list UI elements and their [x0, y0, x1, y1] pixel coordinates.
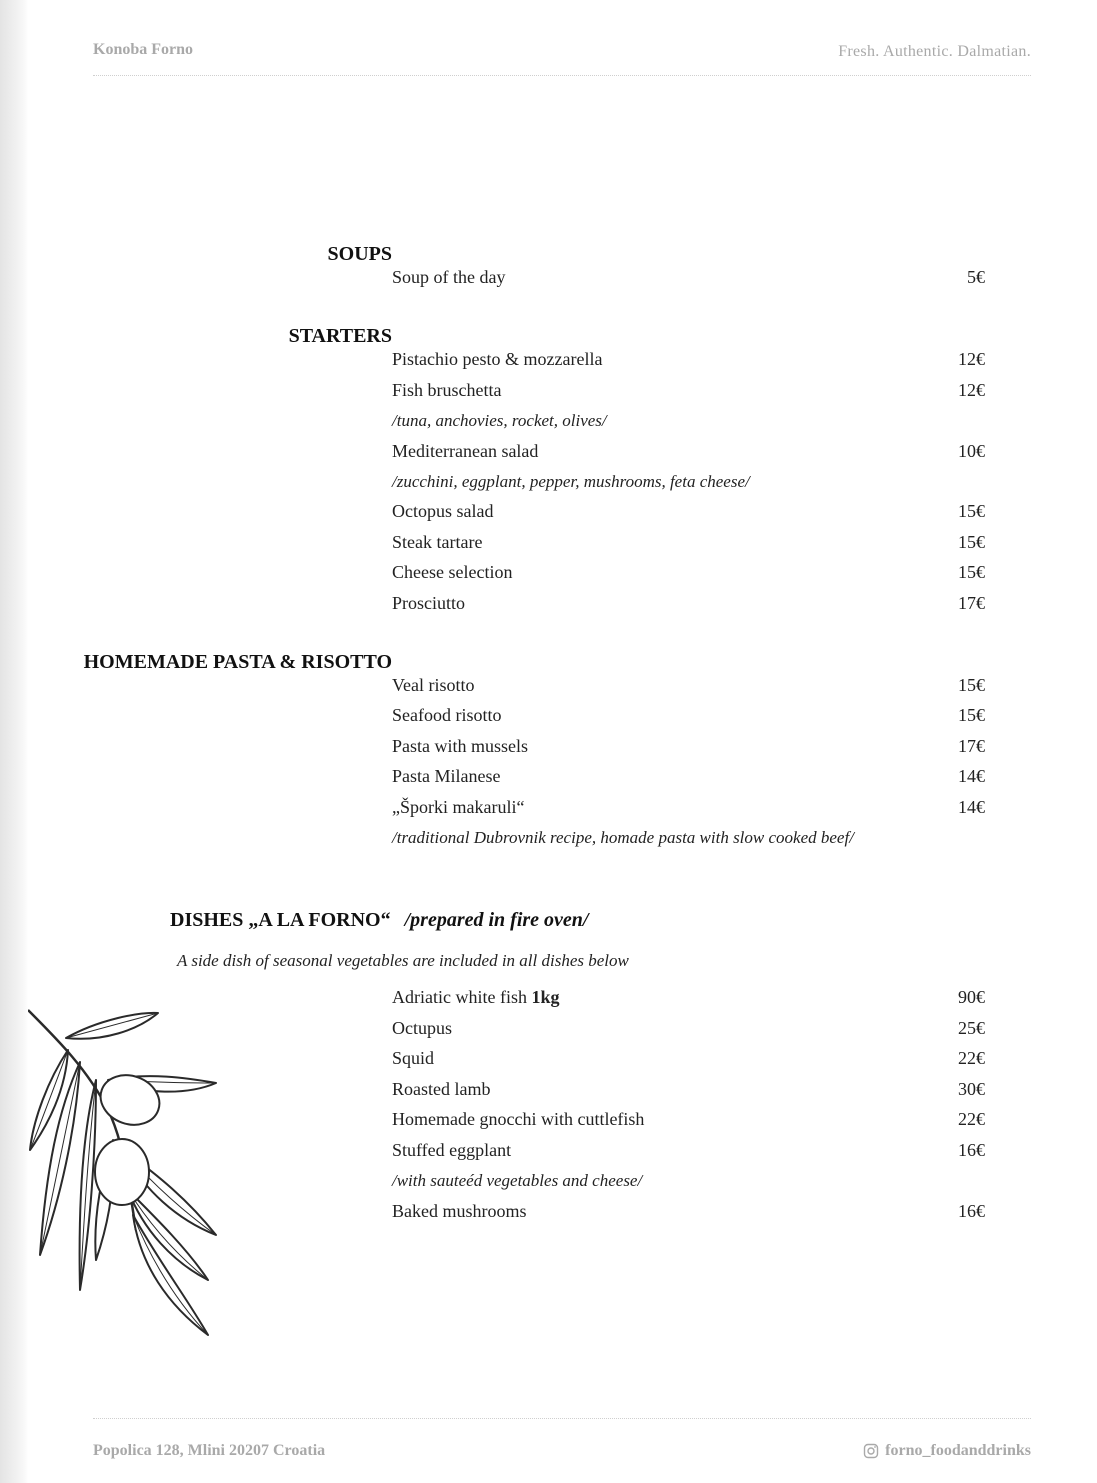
- menu-item-name: Fish bruschetta: [392, 380, 502, 400]
- menu-item-name: Cheese selection: [392, 562, 513, 582]
- menu-item-name: Homemade gnocchi with cuttlefish: [392, 1109, 645, 1129]
- menu-item-name: Seafood risotto: [392, 705, 502, 725]
- menu-item-name: Steak tartare: [392, 532, 483, 552]
- menu-item-price: 22€: [958, 1109, 985, 1129]
- menu-item-name: Veal risotto: [392, 675, 475, 695]
- menu-item-weight: 1kg: [531, 987, 560, 1007]
- menu-item-name-text: Adriatic white fish: [392, 987, 532, 1007]
- forno-subtitle: /prepared in fire oven/: [404, 909, 589, 931]
- header-tagline: Fresh. Authentic. Dalmatian.: [838, 43, 1031, 60]
- menu-item-note: /tuna, anchovies, rocket, olives/: [392, 411, 607, 430]
- menu-item-price: 15€: [958, 532, 985, 552]
- footer-address: Popolica 128, Mlini 20207 Croatia: [93, 1442, 326, 1459]
- menu-item-price: 5€: [967, 267, 985, 287]
- menu-item-price: 25€: [958, 1018, 985, 1038]
- menu-item-price: 15€: [958, 501, 985, 521]
- menu-item-price: 17€: [958, 593, 985, 613]
- section-title-soups: SOUPS: [327, 243, 392, 265]
- page-edge-shadow: [0, 0, 28, 1483]
- side-dish-note: A side dish of seasonal vegetables are included in all dishes below: [177, 951, 629, 970]
- footer-divider: [93, 1418, 1031, 1419]
- menu-item-name: Pasta with mussels: [392, 736, 529, 756]
- menu-item-price: 22€: [958, 1048, 985, 1068]
- header-brand: Konoba Forno: [93, 41, 194, 58]
- menu-item-name: Pasta Milanese: [392, 766, 501, 786]
- menu-item-note: /traditional Dubrovnik recipe, homade pasta with slow cooked beef/: [392, 828, 854, 847]
- menu-item-note: /zucchini, eggplant, pepper, mushrooms, feta cheese/: [392, 472, 750, 491]
- menu-item-name: Soup of the day: [392, 267, 506, 287]
- menu-item-price: 15€: [958, 675, 985, 695]
- menu-item-price: 16€: [958, 1140, 985, 1160]
- menu-item-name: Roasted lamb: [392, 1079, 491, 1099]
- header-divider: [93, 75, 1031, 76]
- menu-item-price: 14€: [958, 797, 985, 817]
- menu-item-name: Pistachio pesto & mozzarella: [392, 349, 603, 369]
- olive-branch-illustration: [28, 1000, 228, 1340]
- menu-item-price: 14€: [958, 766, 985, 786]
- menu-item-price: 16€: [958, 1201, 985, 1221]
- menu-item-name: Octopus salad: [392, 501, 494, 521]
- footer-instagram[interactable]: [863, 1442, 1031, 1460]
- menu-item-name: Prosciutto: [392, 593, 466, 613]
- menu-item-name: Stuffed eggplant: [392, 1140, 512, 1160]
- menu-item-name: Squid: [392, 1048, 435, 1068]
- section-title-pasta: HOMEMADE PASTA & RISOTTO: [83, 651, 392, 673]
- menu-item-name: Mediterranean salad: [392, 441, 539, 461]
- menu-item-price: 15€: [958, 705, 985, 725]
- menu-item-price: 12€: [958, 380, 985, 400]
- menu-item-name: Baked mushrooms: [392, 1201, 527, 1221]
- forno-title: DISHES „A LA FORNO“: [170, 909, 391, 931]
- menu-item-note: /with sauteéd vegetables and cheese/: [392, 1171, 643, 1190]
- section-title-starters: STARTERS: [288, 325, 392, 347]
- instagram-icon: [863, 1443, 879, 1459]
- menu-item-name: Octupus: [392, 1018, 452, 1038]
- menu-item-price: 15€: [958, 562, 985, 582]
- menu-item-price: 10€: [958, 441, 985, 461]
- menu-item-price: 12€: [958, 349, 985, 369]
- menu-item-name: „Šporki makaruli“: [392, 797, 525, 817]
- menu-item-name: [392, 987, 559, 1008]
- instagram-handle[interactable]: forno_foodanddrinks: [885, 1442, 1031, 1459]
- menu-item-price: 17€: [958, 736, 985, 756]
- menu-item-price: 30€: [958, 1079, 985, 1099]
- section-title-forno: [170, 909, 588, 932]
- menu-item-price: 90€: [958, 987, 985, 1007]
